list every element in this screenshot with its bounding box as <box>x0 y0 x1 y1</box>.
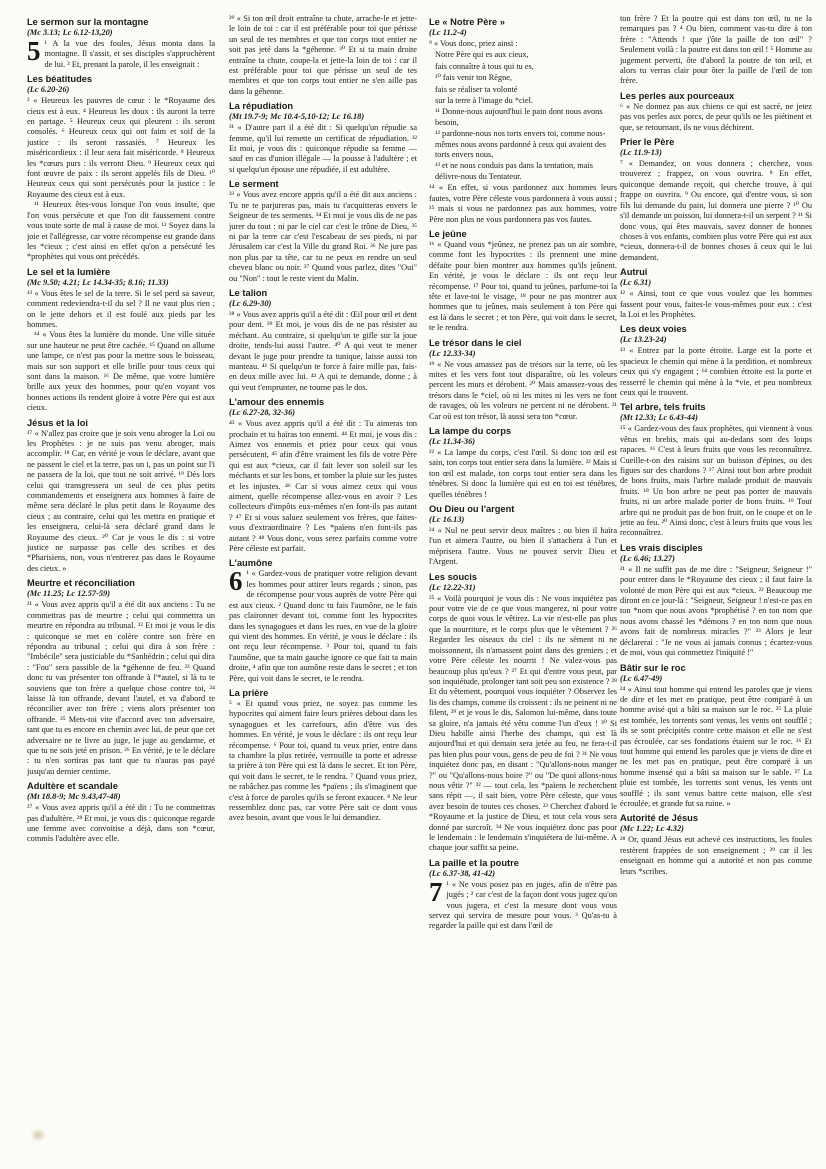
paragraph-text: ¹¹ Heureux êtes-vous lorsque l'on vous insulte, que l'on vous persécute et que l'on dit faussement contre vous toute sorte de mal à cause de moi. ¹² Soyez dans la joie et l'allégresse, car votre récompense est grande dans les *cieux ; c'est ainsi en effet qu'on a persécuté les *prophètes qui vous ont précédés. <box>27 200 215 262</box>
paragraph <box>429 240 617 334</box>
paragraph <box>429 594 617 854</box>
section-references: (Lc 6.29-30) <box>229 298 272 308</box>
section <box>229 558 417 683</box>
section-heading: Ou Dieu ou l'argent <box>429 504 515 515</box>
section <box>429 426 617 500</box>
section <box>429 17 617 225</box>
paragraph-text: ²⁵ « Voilà pourquoi je vous dis : Ne vous inquiétez pas pour votre vie de ce que vous mangerez, ni pour votre corps de quoi vous le vêtirez. La vie n'est-elle pas plus que la nourriture, et le corps plus que le vêtement ? ²⁶ Regardez les oiseaux du ciel : ils ne sèment ni ne moissonnent, ils n'amassent point dans des greniers ; et votre Père céleste les nourrit ! Ne valez-vous pas beaucoup plus qu'eux ? ²⁷ Et qui d'entre vous peut, par son inquiétude, prolonger tant soit peu son existence ? ²⁸ Et du vêtement, pourquoi vous inquiéter ? Observez les lis des champs, comme ils croissent : ils ne peinent ni ne filent, ²⁹ et je vous le dis, Salomon lui-même, dans toute sa gloire, n'a jamais été vêtu comme l'un d'eux ! ³⁰ Si Dieu habille ainsi l'herbe des champs, qui est là aujourd'hui et qui demain sera jetée au feu, ne fera-t-il pas bien plus pour vous, gens de peu de foi ? ³¹ Ne vous inquiétez donc pas, en disant : "Qu'allons-nous manger ?" ou "Qu'allons-nous boire ?" ou "De quoi allons-nous nous vêtir ?" ³² — tout cela, les *païens le recherchent sans répit —, il sait bien, votre Père céleste, que vous avez besoin de toutes ces choses. ³³ Cherchez d'abord le *Royaume et la justice de Dieu, et tout cela vous sera donné par surcroît. ³⁴ Ne vous inquiétez donc pas pour le lendemain : le lendemain s'inquiétera de lui-même. A chaque jour suffit sa peine. <box>429 593 617 853</box>
section <box>27 781 215 845</box>
paragraph-text: ²⁸ Or, quand Jésus eut achevé ces instructions, les foules restèrent frappées de son enseignement ; ²⁹ car il les enseignait en homme qui a autorité et non pas comme leurs *scribes. <box>620 835 812 876</box>
paragraph <box>620 565 812 659</box>
prayer-line: sur la terre à l'image du *ciel. <box>435 96 534 106</box>
section-references: (Mt 18.8-9; Mc 9.43,47-48) <box>27 792 121 802</box>
section <box>620 543 812 659</box>
paragraph-text: ²¹ « Vous avez appris qu'il a été dit aux anciens : Tu ne commettras pas de meurtre ; celui qui commettra un meurtre en répondra au tribunal. ²² Et moi je vous le dis : quiconque se met en colère contre son frère en répondra au tribunal ; celui qui dira à son frère : "Imbécile" sera justiciable du *Sanhédrin ; celui qui dira : "Fou" sera passible de la *géhenne de feu. ²³ Quand donc tu vas présenter ton offrande à l'*autel, si là tu te souviens que ton frère a quelque chose contre toi, ²⁴ laisse là ton offrande, devant l'autel, et va d'abord te réconcilier avec ton frère ; viens alors présenter ton offrande. ²⁵ Mets-toi vite d'accord avec ton adversaire, tant que tu es encore en chemin avec lui, de peur que cet adversaire ne te livre au juge, le juge au gendarme, et que tu ne sois jeté en prison. ²⁶ En vérité, je te le déclare : tu n'en sortiras pas tant que tu n'auras pas payé jusqu'au dernier centime. <box>27 600 215 776</box>
section-references: (Lc 6.20-26) <box>27 85 70 95</box>
section <box>229 288 417 393</box>
paragraph-text: ¹⁴ « En effet, si vous pardonnez aux hommes leurs fautes, votre Père céleste vous pardonnera à vous aussi ; ¹⁵ mais si vous ne pardonnez pas aux hommes, votre Père non plus ne vous pardonnera pas vos fautes. <box>429 183 617 224</box>
section-heading: Jésus et la loi <box>27 417 88 428</box>
section <box>27 418 215 575</box>
section <box>27 17 215 70</box>
section-references: (Lc 11.9-13) <box>620 148 662 158</box>
section <box>229 179 417 284</box>
section-references: (Mc 11.25; Lc 12.57-59) <box>27 589 111 599</box>
section <box>620 14 812 87</box>
paragraph <box>620 14 812 87</box>
paragraph-text: ¹ A la vue des foules, Jésus monta dans la montagne. Il s'assit, et ses disciples s'approchèrent de lui. ² Et, prenant la parole, il les enseignait : <box>44 39 215 69</box>
paragraph-text: ¹³ « Vous êtes le sel de la terre. Si le sel perd sa saveur, comment redeviendra-t-il du sel ? Il ne vaut plus rien ; on le jette dehors et il est foulé aux pieds par les hommes. <box>27 288 215 329</box>
section-heading: Le sel et la lumière <box>27 266 111 277</box>
paragraph <box>429 876 617 932</box>
section <box>429 858 617 932</box>
paragraph-text: ³⁸ « Vous avez appris qu'il a été dit : Œil pour œil et dent pour dent. ³⁹ Et moi, je vous dis de ne pas résister au méchant. Au contraire, si quelqu'un te gifle sur la joue droite, tends-lui aussi l'autre. ⁴⁰ A qui veut te mener devant le juge pour prendre ta tunique, laisse aussi ton manteau. ⁴¹ Si quelqu'un te force à faire mille pas, fais-en deux mille avec lui. ⁴² A qui te demande, donne ; à qui veut t'emprunter, ne tourne pas le dos. <box>229 309 417 392</box>
paragraph <box>620 424 812 538</box>
paragraph <box>27 803 215 845</box>
paragraph <box>429 360 617 422</box>
section <box>620 91 812 133</box>
paragraph <box>27 36 215 70</box>
column-4 <box>620 14 812 1164</box>
paragraph <box>620 685 812 810</box>
paragraph-text: ³ « Heureux les pauvres de cœur : le *Royaume des cieux est à eux. ⁴ Heureux les doux : ils auront la terre en partage. ⁵ Heureux ceux qui pleurent : ils seront consolés. ⁶ Heureux ceux qui ont faim et soif de la justice : ils seront rassasiés. ⁷ Heureux les miséricordieux : il leur sera fait miséricorde. ⁸ Heureux les *cœurs purs : ils verront Dieu. ⁹ Heureux ceux qui font œuvre de paix : ils seront appelés fils de Dieu. ¹⁰ Heureux ceux qui sont persécutés pour la justice : le Royaume des cieux est à eux. <box>27 96 215 199</box>
section <box>429 504 617 568</box>
page-smudge <box>30 1128 46 1142</box>
prayer-line: Notre Père qui es aux cieux, <box>435 50 529 60</box>
paragraph <box>27 96 215 200</box>
section <box>429 229 617 334</box>
paragraph <box>429 448 617 500</box>
prayer-line: ¹¹ Donne-nous aujourd'hui le pain dont nous avons besoin, <box>435 107 603 127</box>
section-references: (Lc 11.34-36) <box>429 437 476 446</box>
paragraph-text: ¹⁹ « Ne vous amassez pas de trésors sur la terre, où les mites et les vers font tout disparaître, où les voleurs percent les murs et dérobent. ²⁰ Mais amassez-vous des trésors dans le *ciel, où ni les mites ni les vers ne font de ravages, où les voleurs ne percent ni ne dérobent. ²¹ Car où est ton trésor, là aussi sera ton *cœur. <box>429 359 617 421</box>
paragraph-text: ²¹ « Il ne suffit pas de me dire : "Seigneur, Seigneur !" pour entrer dans le *Royaume des cieux ; il faut faire la volonté de mon Père qui est aux *cieux. ²² Beaucoup me diront en ce jour-là : "Seigneur, Seigneur ! n'est-ce pas en ton *nom que nous avons *prophétisé ? en ton nom que nous avons chassé les *démons ? en ton nom que nous avons fait de nombreux miracles ?" ²³ Alors je leur déclarerai : "Je ne vous ai jamais connus ; écartez-vous de moi, vous qui commettez l'iniquité !" <box>620 564 812 658</box>
paragraph <box>429 526 617 568</box>
section-references: (Lc 16.13) <box>429 515 465 525</box>
paragraph-text: ¹⁵ « Gardez-vous des faux prophètes, qui viennent à vous vêtus en brebis, mais qui au-dedans sont des loups rapaces. ¹⁶ C'est à leurs fruits que vous les reconnaîtrez. Cueille-t-on des raisins sur un buisson d'épines, ou des figues sur des chardons ? ¹⁷ Ainsi tout bon arbre produit de bons fruits, mais l'arbre malade produit de mauvais fruits. ¹⁸ Un bon arbre ne peut pas porter de mauvais fruits, ni un arbre malade porter de bons fruits. ¹⁹ Tout arbre qui ne produit pas de bon fruit, on le coupe et on le jette au feu. ²⁰ Ainsi donc, c'est à leurs fruits que vous les reconnaîtrez. <box>620 424 812 538</box>
paragraph <box>229 699 417 824</box>
section <box>620 663 812 810</box>
section-heading: Les béatitudes <box>27 74 93 85</box>
paragraph <box>27 330 215 413</box>
paragraph-text: ²² « La lampe du corps, c'est l'œil. Si donc ton œil est sain, ton corps tout entier sera dans la lumière. ²³ Mais si ton œil est malade, ton corps tout entier sera dans les ténèbres. Si donc la lumière qui est en toi est ténèbres, quelles ténèbres ! <box>429 448 617 499</box>
section <box>429 338 617 422</box>
section-heading: Autrui <box>620 267 648 278</box>
section <box>27 578 215 777</box>
section-heading: La prière <box>229 687 269 698</box>
paragraph <box>27 429 215 575</box>
section-references: (Mt 19.7-9; Mc 10.4-5,10-12; Lc 16.18) <box>229 112 365 122</box>
paragraph-text: ⁷ « Demandez, on vous donnera ; cherchez, vous trouverez ; frappez, on vous ouvrira. ⁸ En effet, quiconque demande reçoit, qui cherche trouve, à qui frappe on ouvrira. ⁹ Ou encore, qui d'entre vous, si son fils lui demande du pain, lui donnera une pierre ? ¹⁰ Ou s'il demande un poisson, lui donnera-t-il un serpent ? ¹¹ Si donc vous, qui êtes mauvais, savez donner de bonnes choses à vos enfants, combien plus votre Père qui est aux *cieux, donnera-t-il de bonnes choses à ceux qui le lui demandent. <box>620 159 812 262</box>
paragraph-text: ²⁷ « Vous avez appris qu'il a été dit : Tu ne commettras pas d'adultère. ²⁸ Et moi, je vous dis : quiconque regarde une femme avec convoitise a déjà, dans son *cœur, commis l'adultère avec elle. <box>27 803 215 844</box>
section-heading: Meurtre et réconciliation <box>27 578 135 589</box>
section-references: (Lc 12.33-34) <box>429 348 476 358</box>
paragraph <box>229 310 417 393</box>
section-references: (Lc 12.22-31) <box>429 582 476 592</box>
section-references: (Lc 6.37-38, 41-42) <box>429 868 496 878</box>
paragraph-text: ¹⁶ « Quand vous *jeûnez, ne prenez pas un air sombre, comme font les hypocrites : ils prennent une mine défaite pour bien montrer aux hommes qu'ils jeûnent. En vérité, je vous le déclare : ils ont reçu leur récompense. ¹⁷ Pour toi, quand tu jeûnes, parfume-toi la tête et lave-toi le visage, ¹⁸ pour ne pas montrer aux hommes que tu jeûnes, mais seulement à ton Père qui est là dans le secret ; et ton Père, qui voit dans le secret, te le rendra. <box>429 239 617 333</box>
section-references: (Lc 6.46; 13.27) <box>620 553 675 563</box>
column-3 <box>429 14 617 1164</box>
section-heading: Prier le Père <box>620 137 675 148</box>
paragraph <box>229 566 417 683</box>
section-heading: Autorité de Jésus <box>620 813 699 824</box>
prayer-line: fais se réaliser ta volonté <box>435 84 518 94</box>
section <box>27 74 215 263</box>
chapter-number: 7 <box>429 876 443 907</box>
section-heading: Bâtir sur le roc <box>620 662 686 673</box>
section-heading: La répudiation <box>229 101 294 112</box>
paragraph <box>620 102 812 133</box>
section-references: (Lc 11.2-4) <box>429 28 467 37</box>
prayer-line: ¹³ et ne nous conduis pas dans la tentation, mais délivre-nous du Tentateur. <box>435 161 593 181</box>
paragraph <box>27 289 215 331</box>
section-references: (Lc 6.31) <box>620 278 652 288</box>
section-heading: Le trésor dans le ciel <box>429 337 522 348</box>
section-heading: Tel arbre, tels fruits <box>620 402 706 413</box>
paragraph <box>620 289 812 320</box>
section-heading: Adultère et scandale <box>27 781 118 792</box>
paragraph-text: ⁵ « Et quand vous priez, ne soyez pas comme les hypocrites qui aiment faire leurs prières debout dans les synagogues et les carrefours, afin d'être vus des hommes. En vérité, je vous le déclare : ils ont reçu leur récompense. ⁶ Pour toi, quand tu veux prier, entre dans ta chambre la plus retirée, verrouille ta porte et adresse ta prière à ton Père qui est là dans le secret. Et ton Père, qui voit dans le secret, te le rendra. ⁷ Quand vous priez, ne rabâchez pas comme les *païens ; ils s'imaginent que c'est à force de paroles qu'ils se feront exaucer. ⁸ Ne leur ressemblez donc pas, car votre Père sait ce dont vous avez besoin, avant que vous le lui demandiez. <box>229 698 417 823</box>
paragraph <box>27 600 215 777</box>
chapter-number: 5 <box>27 36 41 66</box>
section-references: (Lc 6.27-28, 32-36) <box>229 408 296 418</box>
section <box>620 267 812 320</box>
paragraph-text: ¹³ « Entrez par la porte étroite. Large est la porte et spacieux le chemin qui mène à la perdition, et nombreux ceux qui s'y engagent ; ¹⁴ combien étroite est la porte et resserré le chemin qui mène à la *vie, et peu nombreux ceux qui le trouvent. <box>620 346 812 397</box>
section-heading: La lampe du corps <box>429 426 512 436</box>
section-heading: L'amour des ennemis <box>229 397 325 408</box>
paragraph <box>620 835 812 877</box>
section-heading: Les perles aux pourceaux <box>620 90 735 101</box>
chapter-number: 6 <box>229 566 243 597</box>
paragraph <box>229 190 417 284</box>
section <box>229 688 417 824</box>
paragraph <box>620 346 812 398</box>
paragraph-text: ¹² « Ainsi, tout ce que vous voulez que les hommes fassent pour vous, faites-le vous-mêmes pour eux : c'est la Loi et les Prophètes. <box>620 289 812 319</box>
section-heading: Le jeûne <box>429 228 467 239</box>
paragraph-text: ton frère ? Et la poutre qui est dans ton œil, tu ne la remarques pas ? ⁴ Ou bien, comment vas-tu dire à ton frère : "Attends ! que j'ôte la paille de ton œil" ? Seulement voilà : la poutre est dans ton œil ! ⁵ Homme au jugement perverti, ôte d'abord la poutre de ton œil, et alors tu verras clair pour ôter la paille de l'œil de ton frère. <box>620 14 812 86</box>
section-references: (Lc 6.47-49) <box>620 673 663 683</box>
column-2 <box>229 14 417 1164</box>
section-references: (Mc 3.13; Lc 6.12-13,20) <box>27 28 113 37</box>
section-heading: Le talion <box>229 287 268 298</box>
section-references: (Mc 1.22; Lc 4.32) <box>620 824 684 834</box>
section-heading: La paille et la poutre <box>429 857 519 868</box>
section-heading: Le sermon sur la montagne <box>27 17 149 27</box>
section <box>429 572 617 854</box>
paragraph <box>229 14 417 97</box>
section-heading: Le serment <box>229 179 279 190</box>
prayer-line: ¹⁰ fais venir ton Règne, <box>435 73 513 83</box>
paragraph-text: ¹ « Ne vous posez pas en juges, afin de n'être pas jugés ; ² car c'est de la façon dont vous jugez qu'on vous jugera, et c'est la mesure dont vous vous servez qui servira de mesure pour vous. ³ Qu'as-tu à regarder la paille qui est dans l'œil de <box>429 879 617 931</box>
paragraph-text: ⁹ « Vous donc, priez ainsi : <box>429 39 518 48</box>
paragraph <box>229 419 417 554</box>
section <box>620 402 812 538</box>
prayer-line: ¹² pardonne-nous nos torts envers toi, comme nous-mêmes nous avons pardonné à ceux qui avaient des torts envers nous, <box>435 129 606 160</box>
paragraph <box>620 159 812 263</box>
section-references: (Mc 9.50; 4.21; Lc 14.34-35; 8.16; 11.33) <box>27 277 169 287</box>
paragraph-text: ¹ « Gardez-vous de pratiquer votre religion devant les hommes pour attirer leurs regards ; sinon, pas de récompense pour vous auprès de votre Père qui est aux cieux. ² Quand donc tu fais l'aumône, ne le fais pas claironner devant toi, comme font les hypocrites dans les synagogues et dans les rues, en vue de la gloire qui vient des hommes. En vérité, je vous le déclare : ils ont reçu leur récompense. ³ Pour toi, quand tu fais l'aumône, que ta main gauche ignore ce que fait ta main droite, ⁴ afin que ton aumône reste dans le secret ; et ton Père, qui voit dans le secret, te le rendra. <box>229 569 417 683</box>
section <box>229 14 417 97</box>
paragraph <box>229 123 417 175</box>
paragraph-text: ¹⁷ « N'allez pas croire que je sois venu abroger la Loi ou les Prophètes : je ne suis pas venu abroger, mais accomplir. ¹⁸ Car, en vérité je vous le déclare, avant que ne passent le ciel et la terre, pas un i, pas un point sur l'i ne passera de la loi, que tout ne soit arrivé. ¹⁹ Dès lors celui qui transgressera un seul de ces plus petits commandements et enseignera aux hommes à faire de même sera déclaré le plus petit dans le Royaume des cieux ; au contraire, celui qui les mettra en pratique et les enseignera, celui-là sera déclaré grand dans le Royaume des cieux. ²⁰ Car je vous le dis : si votre justice ne surpasse pas celle des scribes et des *Pharisiens, non, vous n'entrerez pas dans le Royaume des cieux. » <box>27 428 215 573</box>
section <box>620 137 812 263</box>
section-references: (Mt 12.33; Lc 6.43-44) <box>620 413 698 423</box>
section <box>27 267 215 414</box>
paragraph-text: ³³ « Vous avez encore appris qu'il a été dit aux anciens : Tu ne te parjureras pas, mais tu t'acquitteras envers le Seigneur de tes serments. ³⁴ Et moi je vous dis de ne pas jurer du tout : ni par le ciel car c'est le trône de Dieu, ³⁵ ni par la terre car c'est l'escabeau de ses pieds, ni par Jérusalem car c'est la Ville du grand Roi. ³⁶ Ne jure pas non plus par ta tête, car tu ne peux en rendre un seul cheveu blanc ou noir. ³⁷ Quand vous parlez, dites "Oui" ou "Non" : tout le reste vient du Malin. <box>229 190 417 283</box>
paragraph <box>429 39 617 49</box>
paragraph <box>27 200 215 262</box>
paragraph-text: ⁴³ « Vous avez appris qu'il a été dit : Tu aimeras ton prochain et tu haïras ton ennemi. ⁴⁴ Et moi, je vous dis : Aimez vos ennemis et priez pour ceux qui vous persécutent, ⁴⁵ afin d'être vraiment les fils de votre Père qui est aux *cieux, car il fait lever son soleil sur les méchants et sur les bons, et tomber la pluie sur les justes et les injustes. ⁴⁶ Car si vous aimez ceux qui vous aiment, quelle récompense allez-vous en avoir ? Les collecteurs d'impôts eux-mêmes n'en font-ils pas autant ? ⁴⁷ Et si vous saluez seulement vos frères, que faites-vous d'extraordinaire ? Les *païens n'en font-ils pas autant ? ⁴⁸ Vous donc, vous serez parfaits comme votre Père céleste est parfait. <box>229 419 417 554</box>
section <box>620 324 812 398</box>
section-heading: Les vrais disciples <box>620 542 703 553</box>
section-heading: Les deux voies <box>620 324 687 335</box>
paragraph-text: ²⁹ « Si ton œil droit entraîne ta chute, arrache-le et jette-le loin de toi : car il est préférable pour toi que périsse un seul de tes membres et que ton corps tout entier ne soit pas jeté dans la *géhenne. ³⁰ Et si ta main droite entraîne ta chute, coupe-la et jette-la loin de toi : car il est préférable pour toi que périsse un seul de tes membres et que ton corps tout entier ne s'en aille pas dans la géhenne. <box>229 14 417 96</box>
paragraph-text: ²⁴ « Ainsi tout homme qui entend les paroles que je viens de dire et les met en pratique, peut être comparé à un homme avisé qui a bâti sa maison sur le roc. ²⁵ La pluie est tombée, les torrents sont venus, les vents ont soufflé ; ils se sont précipités contre cette maison et elle ne s'est pas écroulée, car ses fondations étaient sur le roc. ²⁶ Et tout homme qui entend les paroles que je viens de dire et ne les met pas en pratique, peut être comparé à un homme insensé qui a bâti sa maison sur le sable. ²⁷ La pluie est tombée, les torrents sont venus, les vents ont soufflé ; ils sont venus battre cette maison, elle s'est écroulée, et grande fut sa ruine. » <box>620 684 812 808</box>
section-heading: Les soucis <box>429 571 478 582</box>
paragraph-text: ³¹ « D'autre part il a été dit : Si quelqu'un répudie sa femme, qu'il lui remette un certificat de répudiation. ³² Et moi, je vous dis : quiconque répudie sa femme — sauf en cas d'union illégale — la pousse à l'adultère ; et si quelqu'un épouse une répudiée, il est adultère. <box>229 123 417 174</box>
section-heading: L'aumône <box>229 558 273 569</box>
section <box>229 101 417 175</box>
section-references: (Lc 13.23-24) <box>620 335 667 345</box>
section <box>620 813 812 877</box>
paragraph-text: ¹⁴ « Vous êtes la lumière du monde. Une ville située sur une hauteur ne peut être cachée. ¹⁵ Quand on allume une lampe, ce n'est pas pour la mettre sous le boisseau, mais sur son support et elle brille pour tous ceux qui sont dans la maison. ¹⁶ De même, que votre lumière brille aux yeux des hommes, pour qu'en voyant vos bonnes actions ils rendent gloire à votre Père qui est aux cieux. <box>27 330 215 413</box>
section-heading: Le « Notre Père » <box>429 17 505 27</box>
paragraph-text: ⁶ « Ne donnez pas aux chiens ce qui est sacré, ne jetez pas vos perles aux porcs, de peur qu'ils ne les piétinent et que, se retournant, ils ne vous déchirent. <box>620 101 812 132</box>
prayer-line: fais connaître à tous qui tu es, <box>435 61 534 71</box>
section <box>229 397 417 554</box>
column-1 <box>27 14 215 1164</box>
paragraph <box>429 183 617 225</box>
paragraph-text: ²⁴ « Nul ne peut servir deux maîtres : ou bien il haïra l'un et aimera l'autre, ou bien il s'attachera à l'un et méprisera l'autre. Vous ne pouvez servir Dieu et l'Argent. <box>429 526 617 567</box>
